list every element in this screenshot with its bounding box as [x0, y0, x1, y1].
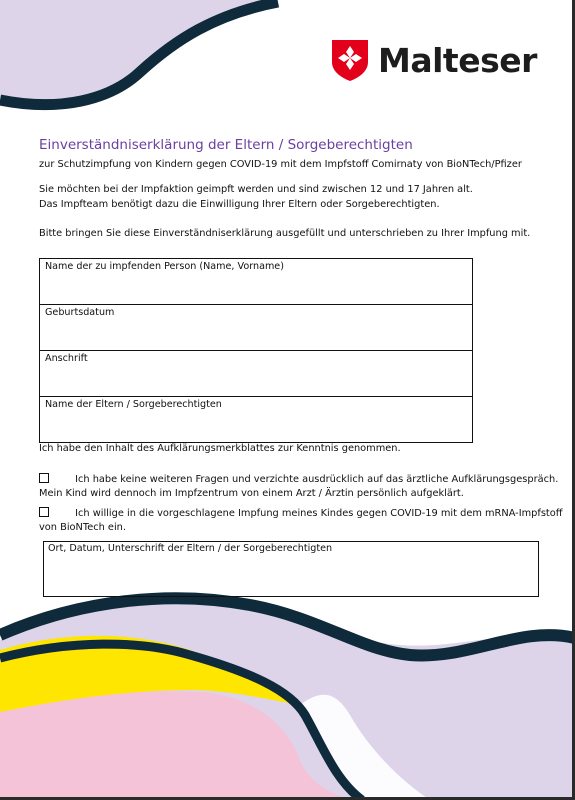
- field-label: Name der zu impfenden Person (Name, Vorname): [45, 261, 284, 272]
- malteser-logo: [330, 38, 537, 82]
- field-child-name[interactable]: [40, 259, 472, 305]
- checkbox-consent[interactable]: [39, 507, 49, 517]
- checkbox-label-cont: von BioNTech ein.: [39, 522, 127, 533]
- malteser-cross-icon: [330, 38, 370, 82]
- checkbox-no-questions[interactable]: [39, 473, 49, 483]
- field-label: Anschrift: [45, 353, 88, 364]
- intro-line-3: Bitte bringen Sie diese Einverständniserklärung ausgefüllt und unterschrieben zu Ihrer Impfung mit.: [39, 228, 531, 239]
- signature-label: Ort, Datum, Unterschrift der Eltern / der Sorgeberechtigten: [48, 543, 333, 554]
- checkbox-row-consent: [39, 507, 563, 519]
- info-statement: Ich habe den Inhalt des Aufklärungsmerkblattes zur Kenntnis genommen.: [39, 443, 401, 454]
- checkbox-label: Ich willige in die vorgeschlagene Impfung meines Kindes gegen COVID-19 mit dem mRNA-Impfstoff: [75, 508, 563, 519]
- document-subtitle: zur Schutzimpfung von Kindern gegen COVID-19 mit dem Impfstoff Comirnaty von BioNTech/Pfizer: [39, 159, 522, 170]
- document-title: Einverständniserklärung der Eltern / Sorgeberechtigten: [39, 137, 413, 153]
- field-birthdate[interactable]: [40, 305, 472, 351]
- field-parents-name[interactable]: [40, 397, 472, 442]
- brand-name: Malteser: [378, 40, 537, 80]
- checkbox-label: Ich habe keine weiteren Fragen und verzichte ausdrücklich auf das ärztliche Aufklärungsgespräch.: [75, 474, 559, 485]
- checkbox-label-cont: Mein Kind wird dennoch im Impfzentrum von einem Arzt / Ärztin persönlich aufgeklärt.: [39, 488, 464, 499]
- field-address[interactable]: [40, 351, 472, 397]
- field-label: Geburtsdatum: [45, 307, 115, 318]
- intro-line-2: Das Impfteam benötigt dazu die Einwilligung Ihrer Eltern oder Sorgeberechtigten.: [39, 199, 440, 210]
- personal-data-form: [39, 258, 473, 443]
- field-label: Name der Eltern / Sorgeberechtigten: [45, 399, 222, 410]
- signature-field[interactable]: [43, 541, 539, 597]
- checkbox-row-no-questions: [39, 473, 558, 485]
- intro-line-1: Sie möchten bei der Impfaktion geimpft werden und sind zwischen 12 und 17 Jahren alt.: [39, 184, 473, 195]
